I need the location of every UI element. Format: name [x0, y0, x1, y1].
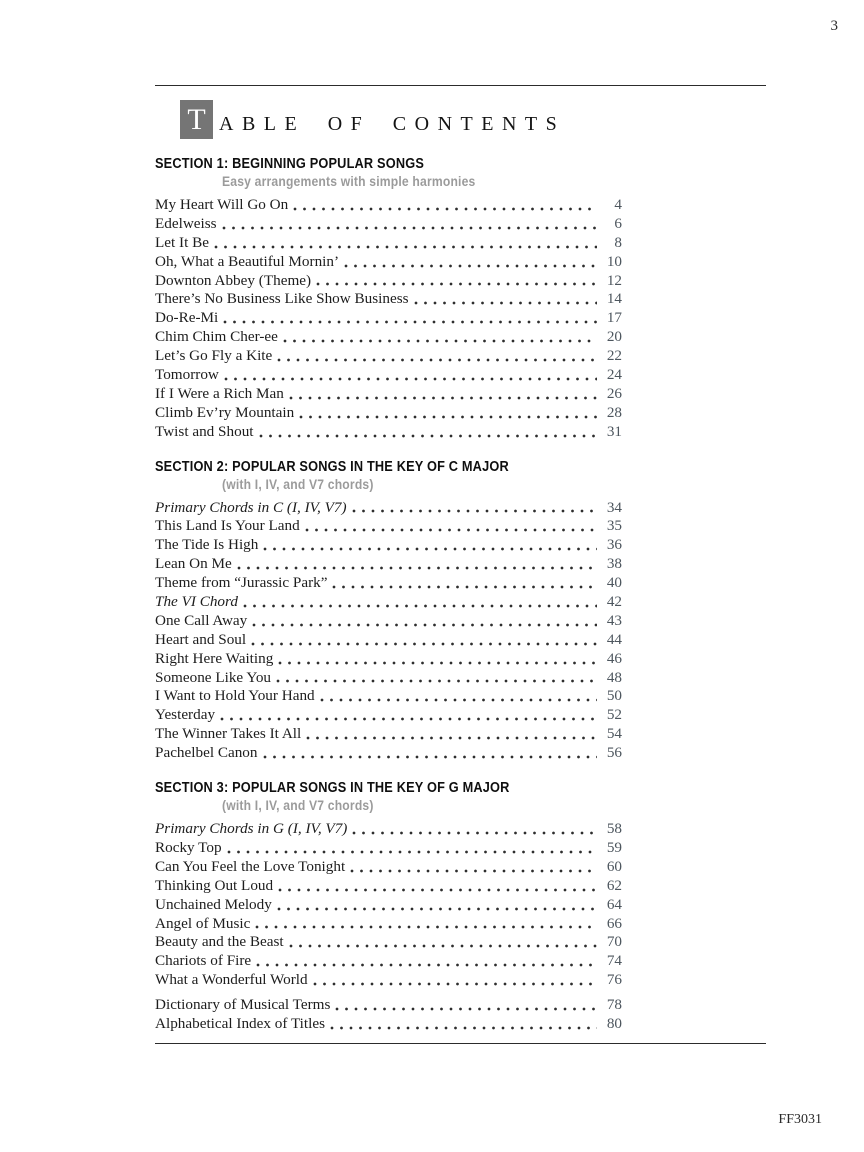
toc-entry	[155, 404, 622, 423]
entry-page-number: 78	[606, 996, 622, 1014]
entry-page-number: 35	[606, 517, 622, 535]
dot-leader	[276, 679, 597, 683]
entry-title: Rocky Top	[155, 838, 222, 856]
entry-page-number: 60	[606, 857, 622, 875]
bottom-rule	[155, 1043, 766, 1044]
entry-page-number: 56	[606, 744, 622, 762]
entry-page-number: 28	[606, 403, 622, 421]
entry-page-number: 34	[606, 498, 622, 516]
toc-entry	[155, 896, 622, 915]
entry-title: Tomorrow	[155, 366, 219, 384]
dot-leader	[277, 358, 597, 362]
toc-entry	[155, 706, 622, 725]
dot-leader	[352, 509, 597, 513]
toc-entry	[155, 687, 622, 706]
dot-leader	[237, 566, 597, 570]
dot-leader	[278, 661, 597, 665]
entry-title: Chariots of Fire	[155, 952, 252, 970]
entry-page-number: 76	[606, 971, 622, 989]
section-subheading	[222, 173, 767, 190]
toc-entry	[155, 196, 622, 215]
toc-entry	[155, 820, 622, 839]
toc-entry	[155, 347, 622, 366]
dot-leader	[305, 528, 597, 532]
entry-page-number: 14	[606, 290, 622, 308]
entry-page-number: 17	[606, 309, 622, 327]
dot-leader	[220, 717, 597, 721]
entry-title: Let It Be	[155, 233, 209, 251]
dot-leader	[414, 301, 597, 305]
dot-leader	[214, 245, 597, 249]
entry-title: Heart and Soul	[155, 630, 247, 648]
title-text: ABLE OF CONTENTS	[219, 113, 566, 135]
section-heading: SECTION 2: POPULAR SONGS IN THE KEY OF C MAJOR	[155, 458, 509, 475]
entry-title: Primary Chords in C (I, IV, V7)	[155, 498, 347, 516]
entry-page-number: 44	[606, 630, 622, 648]
entry-title: Pachelbel Canon	[155, 744, 258, 762]
section-heading: SECTION 1: BEGINNING POPULAR SONGS	[155, 156, 425, 172]
dot-leader	[289, 396, 597, 400]
entry-page-number: 59	[606, 838, 622, 856]
entry-page-number: 74	[606, 952, 622, 970]
section-heading: SECTION 3: POPULAR SONGS IN THE KEY OF G MAJOR	[155, 780, 510, 797]
toc-entry	[155, 574, 622, 593]
entry-page-number: 38	[606, 555, 622, 573]
dot-leader	[313, 982, 597, 986]
toc-entry	[155, 631, 622, 650]
toc-entry	[155, 1015, 622, 1034]
toc-entry	[155, 328, 622, 347]
entry-title: I Want to Hold Your Hand	[155, 687, 315, 705]
section-subheading-text: (with I, IV, and V7 chords)	[222, 476, 374, 492]
entry-page-number: 46	[606, 649, 622, 667]
dot-leader	[251, 642, 597, 646]
dot-leader	[259, 434, 597, 438]
toc-entry	[155, 744, 622, 763]
entry-page-number: 10	[606, 252, 622, 270]
entry-title: Climb Ev’ry Mountain	[155, 403, 295, 421]
dot-leader	[344, 264, 597, 268]
dot-leader	[252, 623, 597, 627]
section-subheading-text: Easy arrangements with simple harmonies	[222, 174, 476, 189]
entry-title: Angel of Music	[155, 914, 251, 932]
entry-page-number: 20	[606, 328, 622, 346]
entry-page-number: 62	[606, 876, 622, 894]
toc-entry	[155, 858, 622, 877]
dot-leader	[223, 320, 597, 324]
entry-title: Unchained Melody	[155, 895, 272, 913]
entry-title: There’s No Business Like Show Business	[155, 290, 409, 308]
entry-title: Beauty and the Beast	[155, 933, 284, 951]
backmatter-list	[155, 996, 622, 1034]
entry-page-number: 80	[606, 1014, 622, 1032]
toc-entry	[155, 385, 622, 404]
entry-page-number: 26	[606, 384, 622, 402]
dot-leader	[352, 831, 597, 835]
entry-page-number: 64	[606, 895, 622, 913]
entry-page-number: 48	[606, 668, 622, 686]
dot-leader	[289, 944, 597, 948]
entry-page-number: 4	[614, 196, 622, 213]
entry-list	[155, 196, 622, 442]
toc-entry	[155, 272, 622, 291]
dot-leader	[256, 963, 597, 967]
dot-leader	[332, 585, 597, 589]
toc-entry	[155, 952, 622, 971]
entry-title: Downton Abbey (Theme)	[155, 271, 312, 289]
toc-entry	[155, 650, 622, 669]
entry-page-number: 31	[606, 422, 622, 440]
entry-title: The Winner Takes It All	[155, 725, 302, 743]
toc-entry	[155, 499, 622, 518]
page-title	[180, 100, 565, 139]
toc-entry	[155, 366, 622, 385]
toc-entry	[155, 996, 622, 1015]
toc-entry	[155, 971, 622, 990]
entry-page-number: 58	[606, 820, 622, 838]
entry-title: Right Here Waiting	[155, 649, 274, 667]
toc-content	[155, 150, 767, 1034]
entry-page-number: 6	[614, 214, 622, 232]
dot-leader	[350, 869, 597, 873]
entry-title: Yesterday	[155, 706, 216, 724]
entry-page-number: 24	[606, 366, 622, 384]
entry-title: Can You Feel the Love Tonight	[155, 857, 346, 875]
entry-title: Do-Re-Mi	[155, 309, 219, 327]
dot-leader	[277, 907, 597, 911]
toc-entry	[155, 290, 622, 309]
entry-title: Dictionary of Musical Terms	[155, 996, 331, 1014]
toc-section	[155, 155, 767, 442]
dot-leader	[299, 415, 597, 419]
toc-entry	[155, 933, 622, 952]
entry-page-number: 40	[606, 574, 622, 592]
entry-page-number: 43	[606, 611, 622, 629]
toc-entry	[155, 669, 622, 688]
entry-list	[155, 499, 622, 763]
dot-leader	[320, 698, 597, 702]
entry-title: What a Wonderful World	[155, 971, 308, 989]
dot-leader	[278, 888, 597, 892]
dot-leader	[283, 339, 597, 343]
entry-title: Lean On Me	[155, 555, 232, 573]
dot-leader	[330, 1026, 597, 1030]
toc-entry	[155, 593, 622, 612]
entry-title: The Tide Is High	[155, 536, 259, 554]
toc-section	[155, 458, 767, 763]
entry-page-number: 50	[606, 687, 622, 705]
toc-entry	[155, 536, 622, 555]
dot-leader	[243, 604, 597, 608]
entry-title: Oh, What a Beautiful Mornin’	[155, 252, 340, 270]
entry-title: Let’s Go Fly a Kite	[155, 347, 273, 365]
toc-entry	[155, 234, 622, 253]
title-drop-cap: T	[180, 100, 213, 139]
entry-title: Theme from “Jurassic Park”	[155, 574, 328, 592]
toc-entry	[155, 517, 622, 536]
entry-title: Edelweiss	[155, 214, 217, 232]
toc-entry	[155, 725, 622, 744]
dot-leader	[306, 736, 597, 740]
section-subheading	[222, 797, 767, 814]
entry-title: Someone Like You	[155, 668, 272, 686]
catalog-code: FF3031	[778, 1112, 822, 1127]
dot-leader	[335, 1007, 597, 1011]
dot-leader	[263, 547, 597, 551]
entry-page-number: 12	[606, 271, 622, 289]
entry-title: This Land Is Your Land	[155, 517, 300, 535]
toc-entry	[155, 915, 622, 934]
entry-page-number: 66	[606, 914, 622, 932]
toc-section	[155, 779, 767, 990]
dot-leader	[222, 226, 597, 230]
toc-entry	[155, 555, 622, 574]
dot-leader	[293, 207, 597, 211]
entry-title: Twist and Shout	[155, 422, 254, 440]
toc-entry	[155, 839, 622, 858]
toc-entry	[155, 309, 622, 328]
dot-leader	[255, 925, 597, 929]
page-number: 3	[830, 18, 838, 34]
section-subheading-text: (with I, IV, and V7 chords)	[222, 798, 374, 814]
entry-title: Primary Chords in G (I, IV, V7)	[155, 820, 348, 838]
entry-page-number: 70	[606, 933, 622, 951]
entry-title: My Heart Will Go On	[155, 196, 289, 213]
dot-leader	[227, 850, 597, 854]
dot-leader	[263, 755, 598, 759]
section-subheading	[222, 476, 767, 493]
toc-entry	[155, 253, 622, 272]
entry-page-number: 52	[606, 706, 622, 724]
entry-list	[155, 820, 622, 990]
dot-leader	[224, 377, 597, 381]
toc-entry	[155, 423, 622, 442]
entry-page-number: 8	[614, 233, 622, 251]
entry-page-number: 22	[606, 347, 622, 365]
entry-title: The VI Chord	[155, 593, 238, 611]
toc-entry	[155, 877, 622, 896]
toc-entry	[155, 215, 622, 234]
top-rule	[155, 85, 766, 86]
entry-page-number: 36	[606, 536, 622, 554]
dot-leader	[316, 282, 597, 286]
entry-title: Alphabetical Index of Titles	[155, 1014, 325, 1032]
entry-page-number: 42	[606, 593, 622, 611]
entry-page-number: 54	[606, 725, 622, 743]
entry-title: One Call Away	[155, 611, 248, 629]
entry-title: Chim Chim Cher-ee	[155, 328, 278, 346]
entry-title: Thinking Out Loud	[155, 876, 274, 894]
entry-title: If I Were a Rich Man	[155, 384, 284, 402]
toc-entry	[155, 612, 622, 631]
